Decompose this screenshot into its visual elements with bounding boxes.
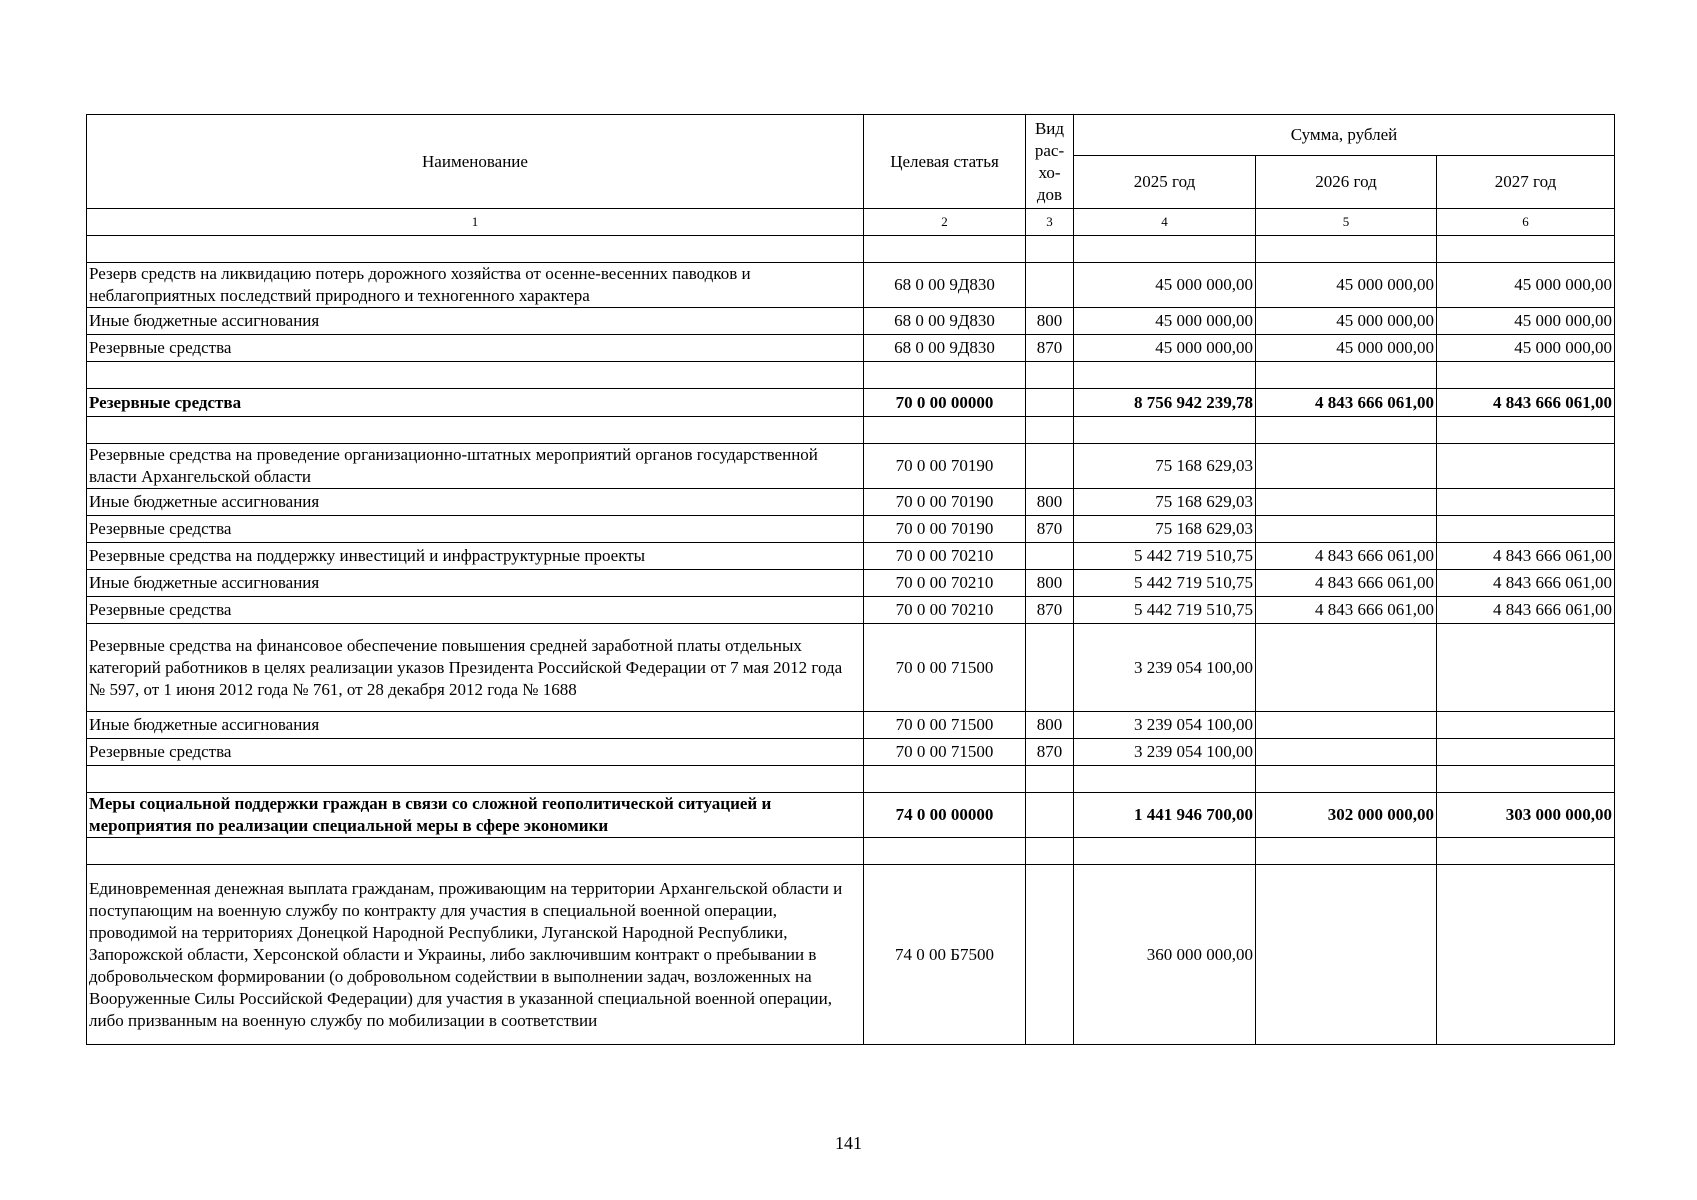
row-sum-2025 [1074, 362, 1256, 389]
row-sum-2025: 5 442 719 510,75 [1074, 543, 1256, 570]
table-row [87, 712, 1615, 739]
row-sum-2027: 45 000 000,00 [1437, 335, 1615, 362]
row-name: Иные бюджетные ассигнования [87, 570, 864, 597]
row-code [864, 766, 1026, 793]
row-sum-2025 [1074, 236, 1256, 263]
empty-row [87, 838, 1615, 865]
row-sum-2027 [1437, 489, 1615, 516]
header-2026: 2026 год [1256, 156, 1437, 209]
table-row [87, 489, 1615, 516]
colnum-1: 1 [87, 209, 864, 236]
header-name: Наименование [87, 115, 864, 209]
colnum-2: 2 [864, 209, 1026, 236]
row-code: 70 0 00 70210 [864, 570, 1026, 597]
row-sum-2025: 3 239 054 100,00 [1074, 624, 1256, 712]
header-sum: Сумма, рублей [1074, 115, 1615, 156]
row-sum-2027: 303 000 000,00 [1437, 793, 1615, 838]
row-sum-2026 [1256, 766, 1437, 793]
table-row [87, 543, 1615, 570]
row-code: 74 0 00 Б7500 [864, 865, 1026, 1045]
table-body [87, 236, 1615, 1045]
row-code: 70 0 00 71500 [864, 739, 1026, 766]
row-sum-2026 [1256, 838, 1437, 865]
row-sum-2026: 4 843 666 061,00 [1256, 389, 1437, 417]
row-name: Резервные средства [87, 597, 864, 624]
row-name [87, 766, 864, 793]
row-sum-2026 [1256, 712, 1437, 739]
row-sum-2027 [1437, 838, 1615, 865]
row-name: Иные бюджетные ассигнования [87, 308, 864, 335]
page-number: 141 [835, 1133, 862, 1153]
row-code: 70 0 00 70210 [864, 543, 1026, 570]
row-name: Резервные средства на финансовое обеспечение повышения средней заработной платы отдельных категорий работников в целях реализации указов Президента Российской Федерации от 7 мая 2012 года № 597, от 1 июня 2012 года № 761, от 28 декабря 2012 года № 1688 [87, 624, 864, 712]
row-code: 70 0 00 70190 [864, 516, 1026, 543]
row-sum-2025: 5 442 719 510,75 [1074, 597, 1256, 624]
row-sum-2025: 75 168 629,03 [1074, 489, 1256, 516]
row-code: 74 0 00 00000 [864, 793, 1026, 838]
header-2025: 2025 год [1074, 156, 1256, 209]
row-sum-2026 [1256, 516, 1437, 543]
row-sum-2027: 4 843 666 061,00 [1437, 570, 1615, 597]
row-sum-2025: 45 000 000,00 [1074, 263, 1256, 308]
row-sum-2025: 3 239 054 100,00 [1074, 739, 1256, 766]
table-row [87, 739, 1615, 766]
row-vid: 800 [1026, 570, 1074, 597]
empty-row [87, 766, 1615, 793]
row-code: 70 0 00 71500 [864, 624, 1026, 712]
row-sum-2026 [1256, 362, 1437, 389]
row-sum-2026: 302 000 000,00 [1256, 793, 1437, 838]
row-sum-2027 [1437, 766, 1615, 793]
colnum-6: 6 [1437, 209, 1615, 236]
row-vid [1026, 389, 1074, 417]
row-sum-2027 [1437, 739, 1615, 766]
row-sum-2026 [1256, 417, 1437, 444]
row-name: Резервные средства на поддержку инвестиций и инфраструктурные проекты [87, 543, 864, 570]
row-name [87, 417, 864, 444]
row-sum-2025: 5 442 719 510,75 [1074, 570, 1256, 597]
row-sum-2027 [1437, 516, 1615, 543]
row-sum-2027 [1437, 236, 1615, 263]
row-sum-2025 [1074, 838, 1256, 865]
row-sum-2025: 75 168 629,03 [1074, 516, 1256, 543]
row-name: Резервные средства [87, 516, 864, 543]
row-sum-2026 [1256, 624, 1437, 712]
table-row [87, 516, 1615, 543]
table-row [87, 263, 1615, 308]
table-row [87, 570, 1615, 597]
row-code: 70 0 00 70210 [864, 597, 1026, 624]
row-code: 70 0 00 70190 [864, 444, 1026, 489]
row-name: Резервные средства [87, 739, 864, 766]
row-vid [1026, 838, 1074, 865]
table-row [87, 865, 1615, 1045]
header-vid: Вид рас-хо-дов [1026, 115, 1074, 209]
row-vid [1026, 417, 1074, 444]
row-vid: 870 [1026, 597, 1074, 624]
row-vid: 800 [1026, 489, 1074, 516]
row-name: Резервные средства [87, 335, 864, 362]
row-sum-2026 [1256, 865, 1437, 1045]
row-sum-2027: 4 843 666 061,00 [1437, 389, 1615, 417]
row-name: Резервные средства на проведение организационно-штатных мероприятий органов государственной власти Архангельской области [87, 444, 864, 489]
row-sum-2025: 45 000 000,00 [1074, 308, 1256, 335]
empty-row [87, 362, 1615, 389]
row-sum-2025 [1074, 766, 1256, 793]
row-sum-2026: 45 000 000,00 [1256, 263, 1437, 308]
row-vid [1026, 263, 1074, 308]
row-vid [1026, 236, 1074, 263]
row-sum-2026 [1256, 444, 1437, 489]
row-sum-2026 [1256, 739, 1437, 766]
row-sum-2026 [1256, 236, 1437, 263]
table-row [87, 597, 1615, 624]
row-code: 70 0 00 00000 [864, 389, 1026, 417]
row-vid: 870 [1026, 516, 1074, 543]
table-row [87, 444, 1615, 489]
empty-row [87, 417, 1615, 444]
row-code [864, 838, 1026, 865]
colnum-5: 5 [1256, 209, 1437, 236]
row-name: Резервные средства [87, 389, 864, 417]
row-sum-2026: 4 843 666 061,00 [1256, 570, 1437, 597]
row-vid [1026, 444, 1074, 489]
row-sum-2026: 4 843 666 061,00 [1256, 543, 1437, 570]
row-code: 70 0 00 70190 [864, 489, 1026, 516]
row-sum-2026: 45 000 000,00 [1256, 308, 1437, 335]
row-sum-2027 [1437, 362, 1615, 389]
table-row [87, 793, 1615, 838]
row-vid [1026, 362, 1074, 389]
row-vid [1026, 766, 1074, 793]
row-name: Резерв средств на ликвидацию потерь дорожного хозяйства от осенне-весенних паводков и неблагоприятных последствий природного и техногенного характера [87, 263, 864, 308]
row-code [864, 417, 1026, 444]
row-sum-2027 [1437, 865, 1615, 1045]
row-sum-2027 [1437, 712, 1615, 739]
row-code: 68 0 00 9Д830 [864, 335, 1026, 362]
row-sum-2027 [1437, 417, 1615, 444]
row-sum-2025: 45 000 000,00 [1074, 335, 1256, 362]
row-vid: 870 [1026, 335, 1074, 362]
row-sum-2026 [1256, 489, 1437, 516]
row-name [87, 362, 864, 389]
table-row [87, 389, 1615, 417]
empty-row [87, 236, 1615, 263]
row-sum-2027: 4 843 666 061,00 [1437, 597, 1615, 624]
row-sum-2025: 360 000 000,00 [1074, 865, 1256, 1045]
row-code [864, 362, 1026, 389]
row-vid [1026, 793, 1074, 838]
row-vid: 800 [1026, 712, 1074, 739]
row-name [87, 838, 864, 865]
row-vid [1026, 543, 1074, 570]
row-name: Иные бюджетные ассигнования [87, 489, 864, 516]
row-name: Иные бюджетные ассигнования [87, 712, 864, 739]
row-name [87, 236, 864, 263]
colnum-3: 3 [1026, 209, 1074, 236]
row-vid: 800 [1026, 308, 1074, 335]
budget-table [86, 114, 1615, 1045]
budget-table-page [86, 114, 1614, 1045]
row-code [864, 236, 1026, 263]
row-sum-2027 [1437, 444, 1615, 489]
row-code: 70 0 00 71500 [864, 712, 1026, 739]
table-row [87, 308, 1615, 335]
row-sum-2025: 8 756 942 239,78 [1074, 389, 1256, 417]
table-row [87, 624, 1615, 712]
row-sum-2025 [1074, 417, 1256, 444]
header-2027: 2027 год [1437, 156, 1615, 209]
row-vid [1026, 865, 1074, 1045]
row-sum-2026: 4 843 666 061,00 [1256, 597, 1437, 624]
row-code: 68 0 00 9Д830 [864, 263, 1026, 308]
row-sum-2027: 45 000 000,00 [1437, 263, 1615, 308]
row-vid: 870 [1026, 739, 1074, 766]
row-sum-2025: 1 441 946 700,00 [1074, 793, 1256, 838]
row-name: Единовременная денежная выплата гражданам, проживающим на территории Архангельской области и поступающим на военную службу по контракту для участия в специальной военной операции, проводимой на территориях Донецкой Народной Республики, Луганской Народной Республики, Запорожской области, Херсонской области и Украины, либо заключившим контракт о пребывании в добровольческом формировании (о добровольном содействии в выполнении задач, возложенных на Вооруженные Силы Российской Федерации) для участия в указанной специальной военной операции, либо призванным на военную службу по мобилизации в соответствии [87, 865, 864, 1045]
row-sum-2026: 45 000 000,00 [1256, 335, 1437, 362]
header-code: Целевая статья [864, 115, 1026, 209]
colnum-4: 4 [1074, 209, 1256, 236]
row-code: 68 0 00 9Д830 [864, 308, 1026, 335]
row-sum-2027: 45 000 000,00 [1437, 308, 1615, 335]
row-name: Меры социальной поддержки граждан в связи со сложной геополитической ситуацией и мероприятия по реализации специальной меры в сфере экономики [87, 793, 864, 838]
row-sum-2025: 75 168 629,03 [1074, 444, 1256, 489]
row-sum-2025: 3 239 054 100,00 [1074, 712, 1256, 739]
row-vid [1026, 624, 1074, 712]
table-row [87, 335, 1615, 362]
row-sum-2027: 4 843 666 061,00 [1437, 543, 1615, 570]
row-sum-2027 [1437, 624, 1615, 712]
